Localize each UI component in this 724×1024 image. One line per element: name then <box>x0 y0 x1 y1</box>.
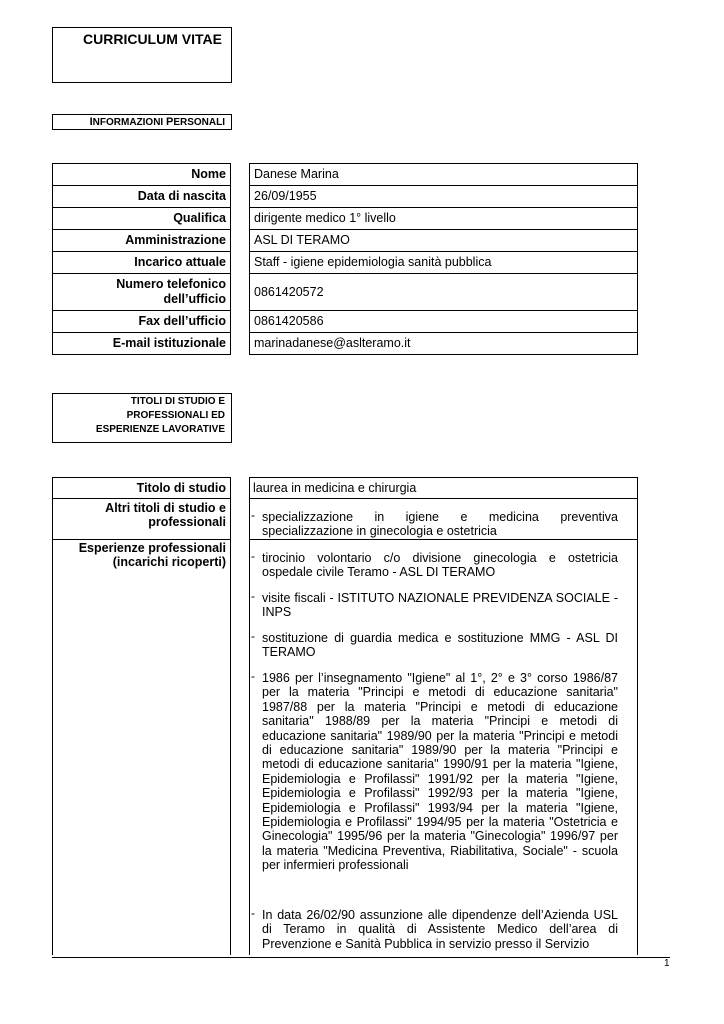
label-nome: Nome <box>52 163 231 186</box>
value-data-nascita: 26/09/1955 <box>249 185 638 208</box>
label-titolo-studio: Titolo di studio <box>52 477 231 499</box>
value-incarico: Staff - igiene epidemiologia sanità pubblica <box>249 251 638 274</box>
label-amministrazione: Amministrazione <box>52 229 231 252</box>
label-incarico: Incarico attuale <box>52 251 231 274</box>
value-telefono: 0861420572 <box>249 273 638 311</box>
label-email: E-mail istituzionale <box>52 332 231 355</box>
list-item-esperienza: - visite fiscali - ISTITUTO NAZIONALE PREVIDENZA SOCIALE - INPS <box>251 589 618 620</box>
section-personal-info: INFORMAZIONI PERSONALI <box>52 114 232 130</box>
value-fax: 0861420586 <box>249 310 638 333</box>
footer-divider <box>52 957 670 958</box>
label-esperienze: Esperienze professionali (incarichi ricoperti) <box>52 539 231 955</box>
label-telefono: Numero telefonico dell’ufficio <box>52 273 231 311</box>
value-nome: Danese Marina <box>249 163 638 186</box>
document-title: CURRICULUM VITAE <box>83 31 222 47</box>
page-number: 1 <box>664 958 670 969</box>
value-qualifica: dirigente medico 1° livello <box>249 207 638 230</box>
list-item-esperienza: - In data 26/02/90 assunzione alle dipendenze dell’Azienda USL di Teramo in qualità di Assistente Medico dell’area di Prevenzione e Sanità Pubblica in servizio presso il Servizio <box>251 906 618 951</box>
label-qualifica: Qualifica <box>52 207 231 230</box>
label-data-nascita: Data di nascita <box>52 185 231 208</box>
list-item-esperienza: - tirocinio volontario c/o divisione ginecologia e ostetricia ospedale civile Teramo - ASL DI TERAMO <box>251 549 618 580</box>
value-amministrazione: ASL DI TERAMO <box>249 229 638 252</box>
label-fax: Fax dell’ufficio <box>52 310 231 333</box>
label-altri-titoli: Altri titoli di studio e professionali <box>52 498 231 540</box>
value-titolo-studio-cell: laurea in medicina e chirurgia <box>249 477 638 499</box>
section-studies: TITOLI DI STUDIO E PROFESSIONALI ED ESPERIENZE LAVORATIVE <box>52 393 232 443</box>
list-item-esperienza: - sostituzione di guardia medica e sostituzione MMG - ASL DI TERAMO <box>251 629 618 660</box>
title-box <box>52 27 232 83</box>
list-item-altri-titoli: - specializzazione in igiene e medicina preventiva specializzazione in ginecologia e ostetricia <box>251 508 618 539</box>
value-email: marinadanese@aslteramo.it <box>249 332 638 355</box>
list-item-esperienza: - 1986 per l’insegnamento "Igiene" al 1°, 2° e 3° corso 1986/87 per la materia "Principi e metodi di educazione sanitaria" 1987/88 per la materia "Principi e metodi di educazione sanitaria" 1988/89 per la materia "Principi e metodi di educazione sanitaria" 1989/90 per la materia "Principi e metodi di educazione sanitaria" 1989/90 per la materia "Principi e metodi di educazione sanitaria" 1990/91 per la materia "Igiene, Epidemiologia e Profilassi" 1991/92 per la materia "Igiene, Epidemiologia e Profilassi" 1992/93 per la materia "Igiene, Epidemiologia e Profilassi" 1993/94 per la materia "Igiene, Epidemiologia e Profilassi" 1994/95 per la materia "Ostetricia e Ginecologia" 1995/96 per la materia "Ginecologia" 1996/97 per la materia "Medicina Preventiva, Riabilitativa, Sociale" - scuola per infermieri professionali <box>251 669 618 873</box>
